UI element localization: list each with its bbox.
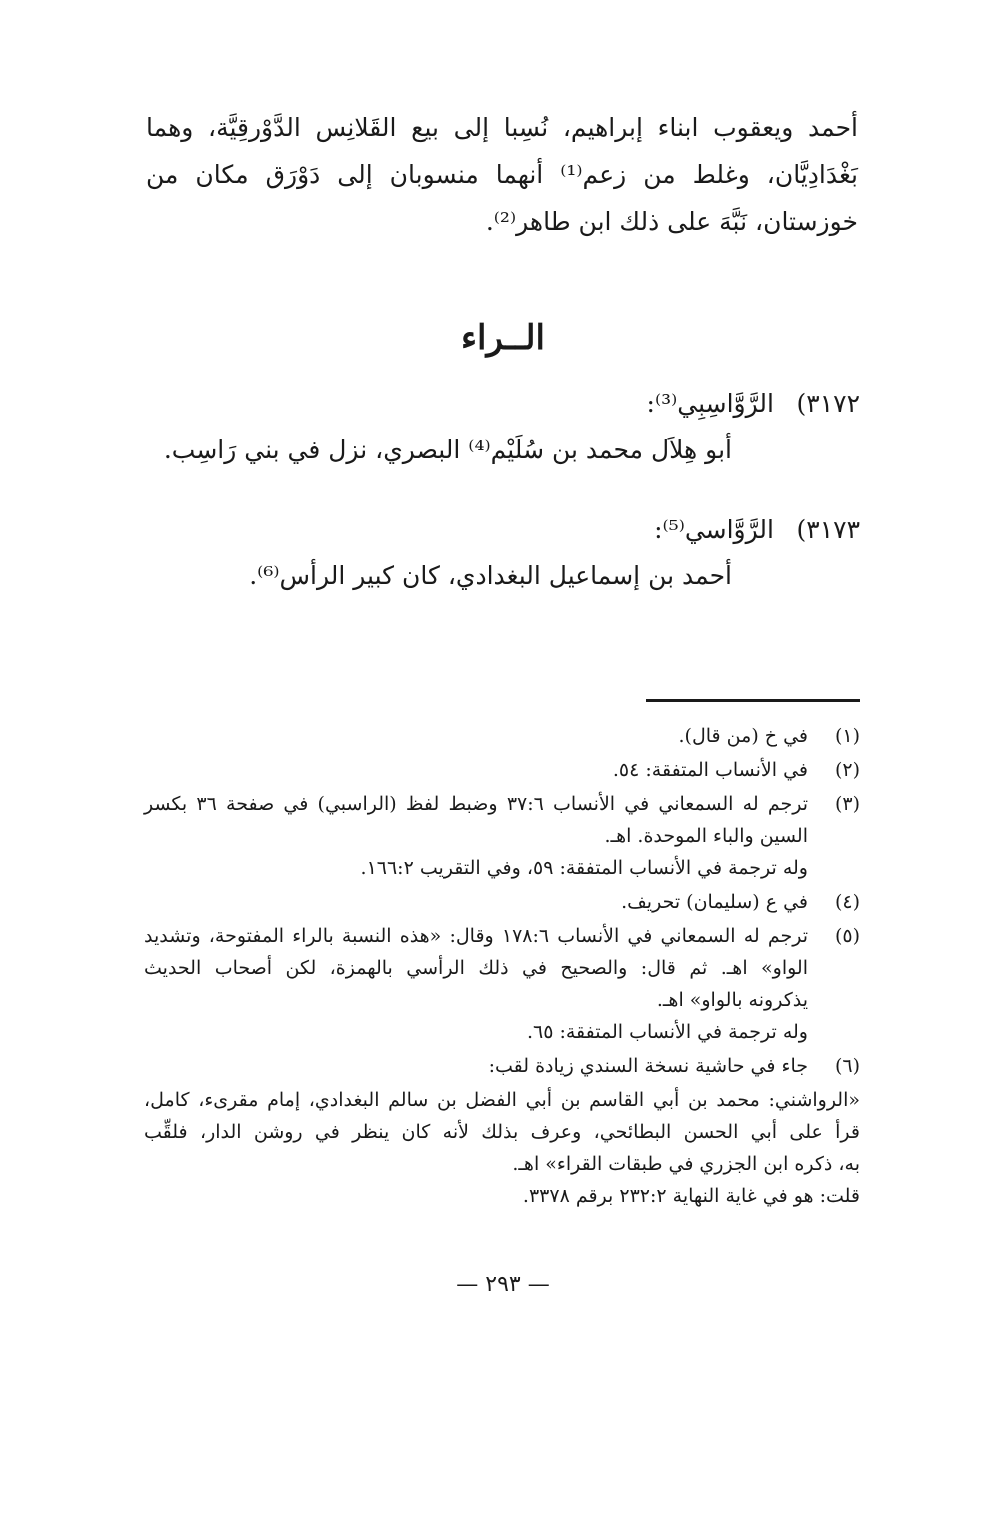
footnote-text [144, 754, 808, 786]
footnote-number: (٢) [834, 759, 860, 781]
entry-title: الرَّوَّاسي⁽⁵⁾: [654, 515, 774, 544]
footnote-number: (٣) [834, 793, 860, 815]
footnote-number: (٥) [834, 925, 860, 947]
entry [144, 384, 860, 470]
intro-line: أحمد ويعقوب ابناء إبراهيم، نُسِبا إلى بيع القَلانِس الدَّوْرقِيَّة، وهما [146, 113, 858, 142]
footnote-line: جاء في حاشية نسخة السندي زيادة لقب: [488, 1055, 808, 1077]
footnote-text [144, 886, 808, 918]
footnote-text [144, 720, 808, 752]
footnote [144, 886, 860, 918]
footnote-continuation-line: قرأ على أبي الحسن البطائحي، وعرف بذلك لأنه كان ينظر في روشن الدار، فلقِّب [144, 1121, 860, 1143]
footnotes [144, 720, 860, 1212]
footnote-line: يذكرونه بالواو» اهـ. [656, 989, 808, 1011]
intro-paragraph [146, 104, 858, 245]
footnote-continuation-line: «الرواشني: محمد بن أبي القاسم بن أبي الفضل بن سالم البغدادي، إمام مقرىء، كامل، [144, 1089, 860, 1111]
footnote-number: (٤) [834, 891, 860, 913]
footnote-line: السين والباء الموحدة. اهـ. [604, 825, 808, 847]
intro-line: بَغْدَادِيَّان، وغلط من زعم⁽¹⁾ أنهما منسوبان إلى دَوْرَق مكان من [146, 160, 858, 189]
footnote [144, 920, 860, 1048]
footnote-line: ترجم له السمعاني في الأنساب ٣٧:٦ وضبط لفظ (الراسبي) في صفحة ٣٦ بكسر [144, 793, 808, 815]
footnote-text [144, 788, 808, 884]
footnote-number: (١) [834, 725, 860, 747]
entry-heading [144, 384, 860, 424]
footnote-text [144, 920, 808, 1048]
footnote-line: وله ترجمة في الأنساب المتفقة: ٥٩، وفي التقريب ١٦٦:٢. [360, 857, 808, 879]
footnote-line: في ع (سليمان) تحريف. [621, 891, 808, 913]
entry [144, 510, 860, 596]
entry-number: ٣١٧٣) [796, 515, 860, 544]
page-number: — ٢٩٣ — [456, 1272, 550, 1297]
footnote-line: وله ترجمة في الأنساب المتفقة: ٦٥. [526, 1021, 808, 1043]
footnote-line: ترجم له السمعاني في الأنساب ١٧٨:٦ وقال: «هذه النسبة بالراء المفتوحة، وتشديد [144, 925, 808, 947]
footnote-line: في الأنساب المتفقة: ٥٤. [612, 759, 808, 781]
footnote-line: الواو» اهـ. ثم قال: والصحيح في ذلك الرأسي بالهمزة، لكن أصحاب الحديث [144, 957, 808, 979]
footnote [144, 788, 860, 884]
footnote-number: (٦) [834, 1055, 860, 1077]
entry-heading [144, 510, 860, 550]
footnote-separator [646, 699, 860, 702]
footnote-continuation-line: قلت: هو في غاية النهاية ٢٣٢:٢ برقم ٣٣٧٨. [522, 1185, 860, 1207]
footnote-continuation-line: به، ذكره ابن الجزري في طبقات القراء» اهـ. [512, 1153, 860, 1175]
entry-title: الرَّوَّاسِبِي⁽³⁾: [646, 389, 774, 418]
footnote-text [144, 1050, 808, 1082]
entry-body: أبو هِلاَل محمد بن سُلَيْم⁽⁴⁾ البصري، نزل في بني رَاسِب. [163, 435, 732, 464]
footnote [144, 720, 860, 752]
footnote [144, 754, 860, 786]
entry-body: أحمد بن إسماعيل البغدادي، كان كبير الرأس⁽⁶⁾. [249, 561, 732, 590]
entry-number: ٣١٧٢) [796, 389, 860, 418]
intro-line: خوزستان، نَبَّهَ على ذلك ابن طاهر⁽²⁾. [485, 207, 858, 236]
footnote [144, 1050, 860, 1082]
section-title: الــراء [461, 318, 545, 358]
footnote-line: في خ (من قال). [678, 725, 808, 747]
